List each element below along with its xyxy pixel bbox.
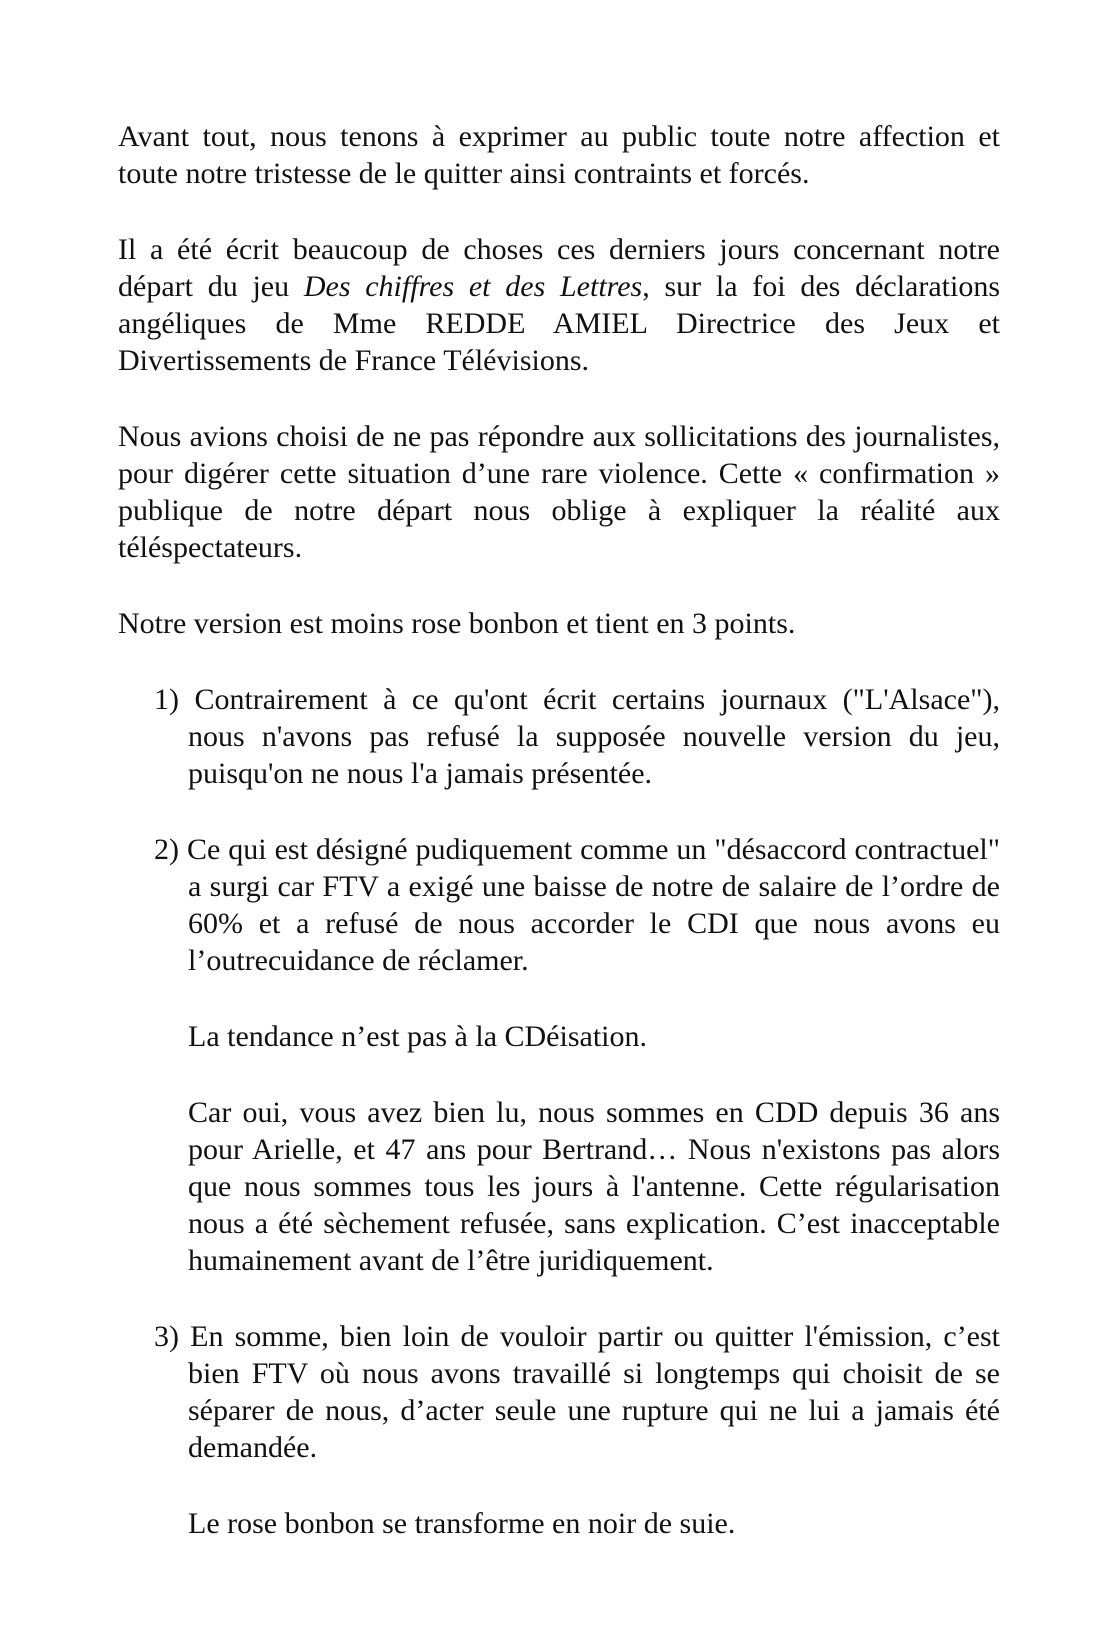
point-number: 1) <box>154 683 179 716</box>
point-text: Ce qui est désigné pudiquement comme un "désaccord contractuel" a surgi car FTV a exigé une baisse de notre de salaire de l’ordre de 60% et a refusé de nous accorder le CDI que nous avons eu l’outrecuidance de réclamer. <box>186 833 1001 977</box>
summary-paragraph: Notre version est moins rose bonbon et tient en 3 points. <box>118 607 796 640</box>
point-item-2 <box>118 831 1000 1279</box>
context-text-before: Il a été écrit beaucoup de choses ces derniers jours concernant notre départ du jeu <box>118 233 1000 303</box>
point-number: 3) <box>154 1320 179 1353</box>
point-number: 2) <box>154 833 179 866</box>
point-item-1 <box>118 681 1000 792</box>
point-item-3 <box>118 1318 1000 1542</box>
intro-paragraph: Avant tout, nous tenons à exprimer au public toute notre affection et toute notre tristesse de le quitter ainsi contraints et forcés. <box>118 120 1000 190</box>
show-title: Des chiffres et des Lettres <box>303 270 643 303</box>
document-page <box>118 118 1000 1581</box>
context-text-after: , sur la foi des déclarations angéliques de Mme REDDE AMIEL Directrice des Jeux et Divertissements de France Télévisions. <box>118 270 1001 377</box>
point-subparagraph: Le rose bonbon se transforme en noir de suie. <box>188 1507 736 1540</box>
point-text: En somme, bien loin de vouloir partir ou quitter l'émission, c’est bien FTV où nous avons travaillé si longtemps qui choisit de se séparer de nous, d’acter seule une rupture qui ne lui a jamais été demandée. <box>188 1320 1001 1464</box>
points-list <box>118 681 1000 1542</box>
context-paragraph <box>118 231 1000 379</box>
point-subparagraph: La tendance n’est pas à la CDéisation. <box>188 1020 647 1053</box>
point-subparagraph: Car oui, vous avez bien lu, nous sommes en CDD depuis 36 ans pour Arielle, et 47 ans pour Bertrand… Nous n'existons pas alors que nous sommes tous les jours à l'antenne. Cette régularisation nous a été sèchement refusée, sans explication. C’est inacceptable humainement avant de l’être juridiquement. <box>188 1096 1000 1277</box>
point-text: Contrairement à ce qu'ont écrit certains journaux ("L'Alsace"), nous n'avons pas refusé la supposée nouvelle version du jeu, puisqu'on ne nous l'a jamais présentée. <box>188 683 1000 790</box>
silence-paragraph: Nous avions choisi de ne pas répondre aux sollicitations des journalistes, pour digérer cette situation d’une rare violence. Cette « confirmation » publique de notre départ nous oblige à expliquer la réalité aux téléspectateurs. <box>118 420 1000 564</box>
